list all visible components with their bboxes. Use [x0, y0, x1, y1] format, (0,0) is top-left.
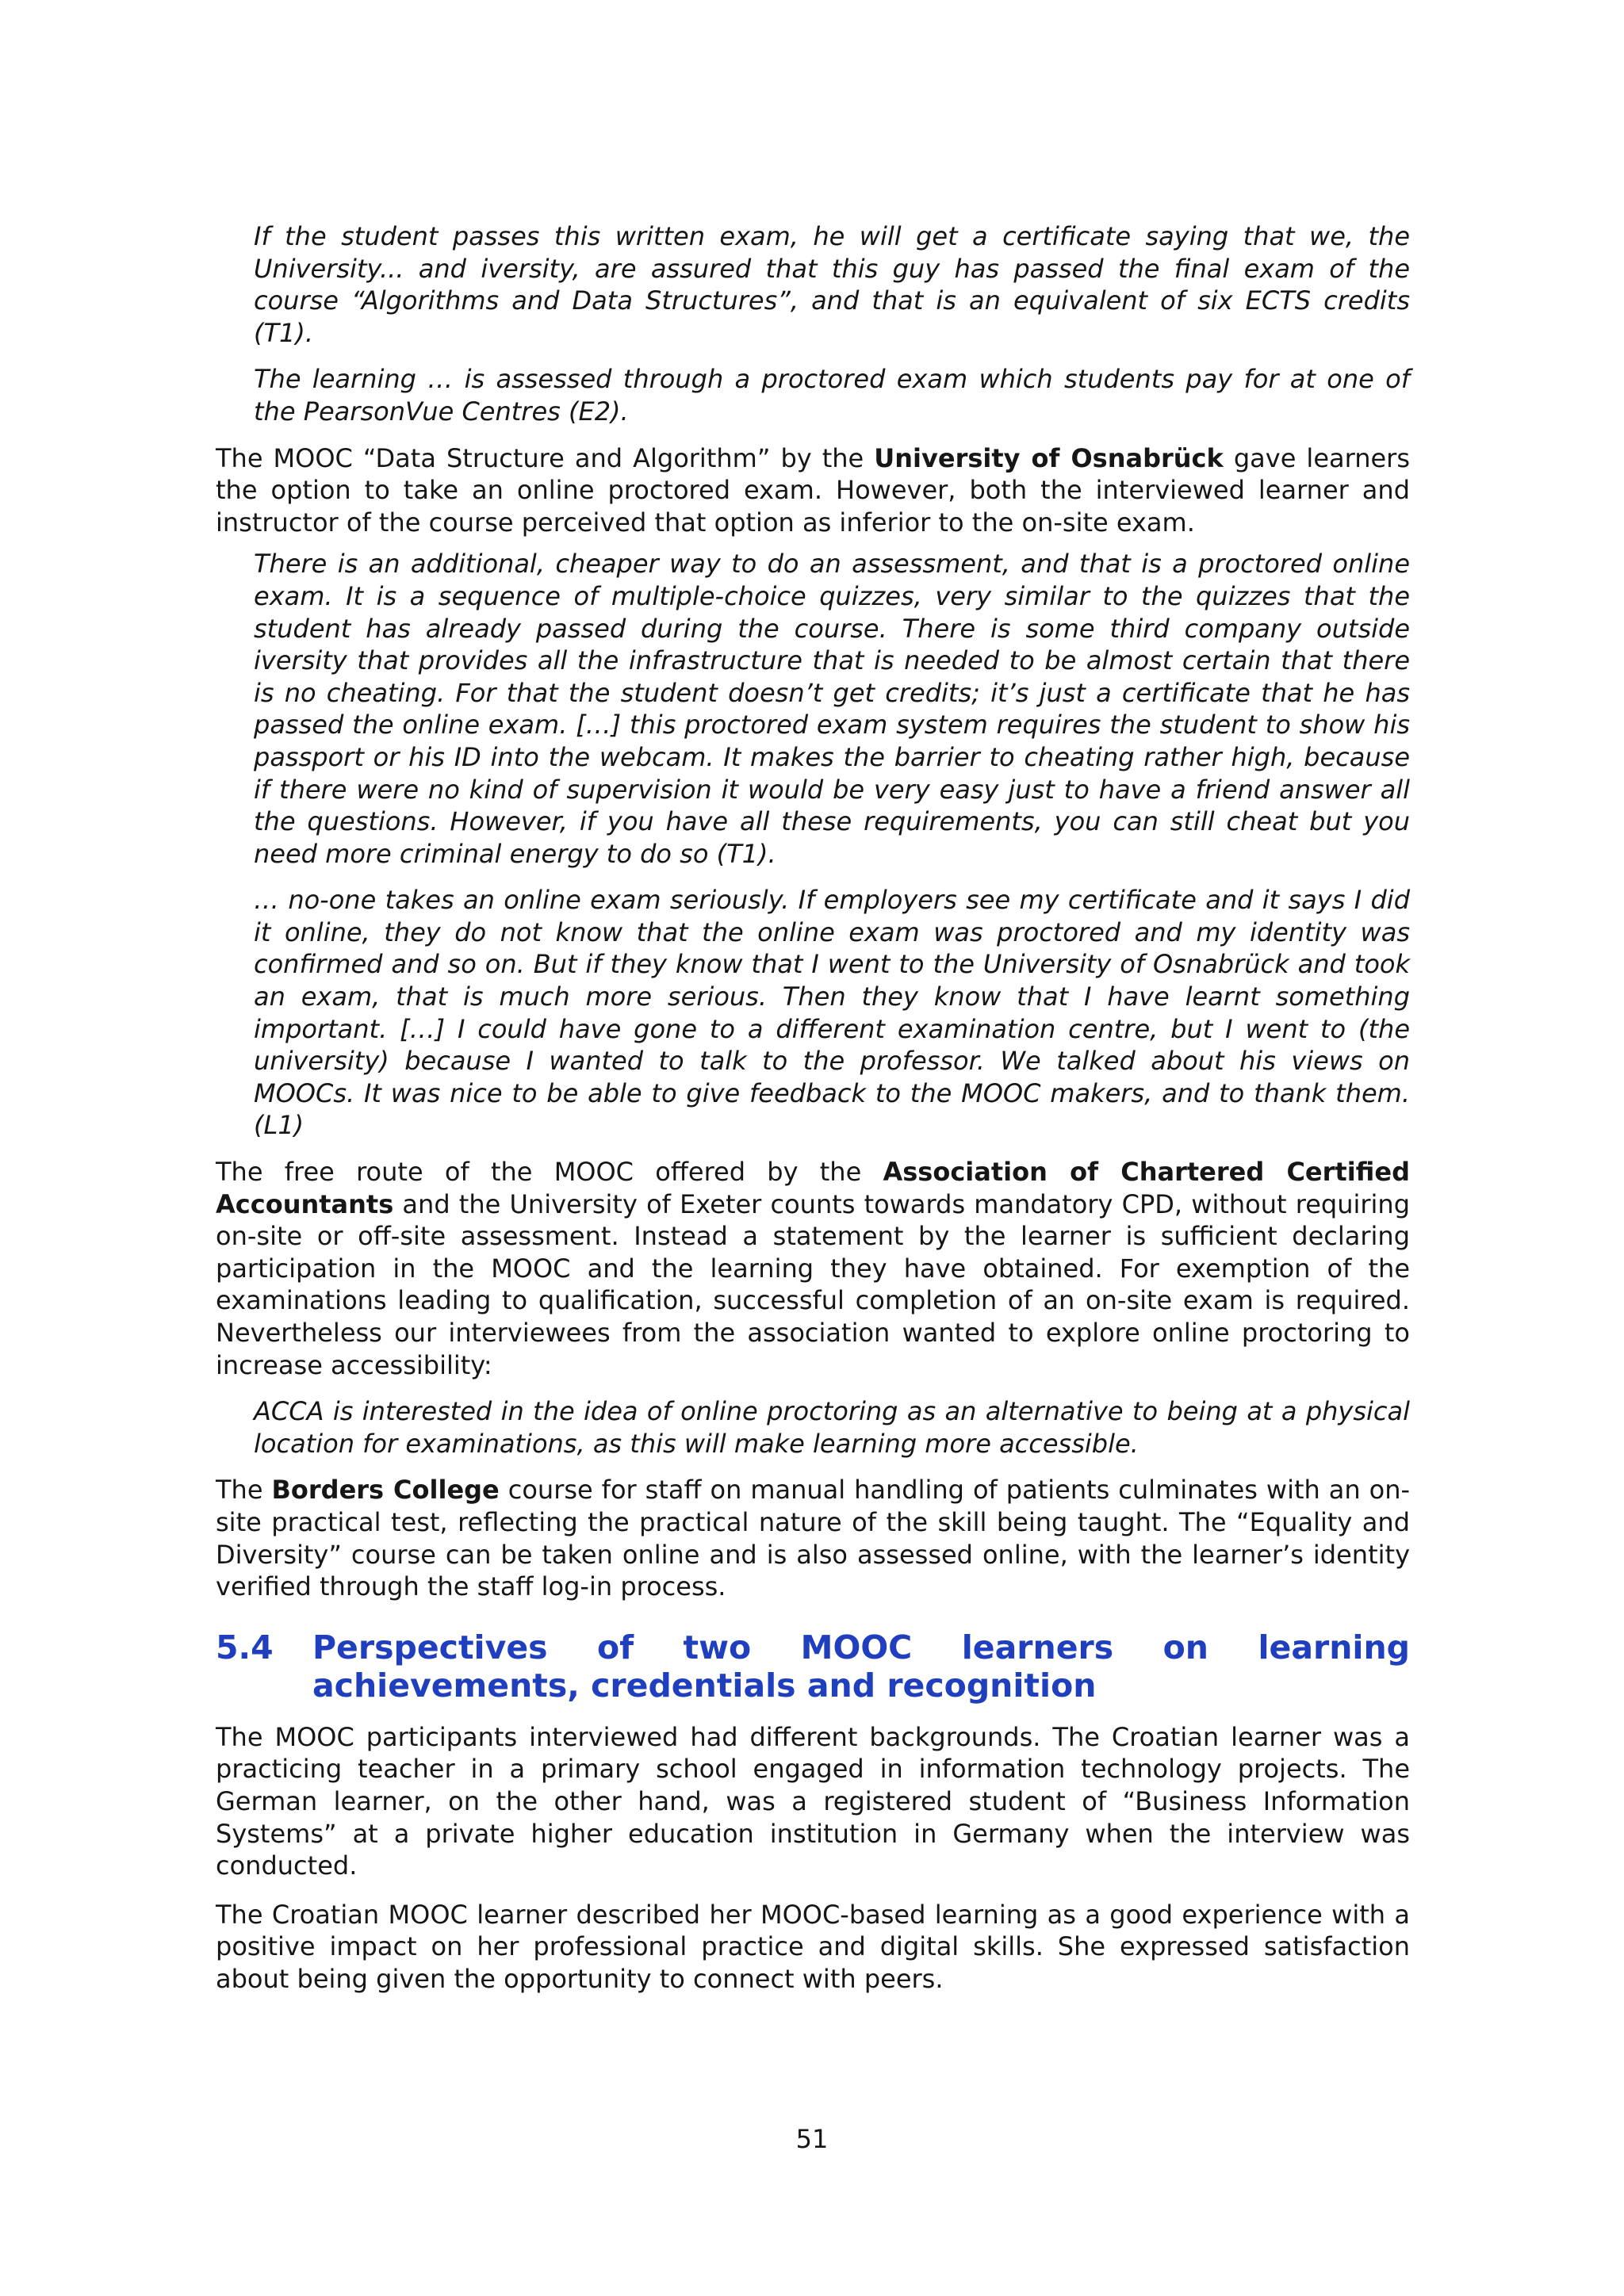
paragraph-osnabrueck-bold: University of Osnabrück — [874, 442, 1224, 473]
section-heading — [216, 1628, 1410, 1705]
page-body — [216, 220, 1410, 1996]
paragraph-borders-post: course for staff on manual handling of patients culminates with an on-site practical test, reflecting the practical nature of the skill being taught. The “Equality and Diversity” course can be taken online and is also assessed online, with the learner’s identity verified through the staff log-in process. — [216, 1475, 1411, 1602]
paragraph-acca-bold: Association of Chartered Certified Accountants — [216, 1157, 1410, 1219]
paragraph-acca — [216, 1156, 1410, 1381]
paragraph-borders — [216, 1474, 1410, 1602]
section-title: Perspectives of two MOOC learners on learning achievements, credentials and recognition — [312, 1628, 1410, 1705]
paragraph-osnabrueck-post: gave learners the option to take an online proctored exam. However, both the interviewed learner and instructor of the course perceived that option as inferior to the on-site exam. — [216, 442, 1410, 538]
paragraph-acca-post: and the University of Exeter counts towards mandatory CPD, without requiring on-site or off-site assessment. Instead a statement by the learner is sufficient declaring participation in the MOOC and the learning they have obtained. For exemption of the examinations leading to qualification, successful completion of an on-site exam is required. Nevertheless our interviewees from the association wanted to explore online proctoring to increase accessibility: — [216, 1188, 1410, 1380]
paragraph-borders-pre: The — [216, 1475, 272, 1506]
paragraph-participants: The MOOC participants interviewed had different backgrounds. The Croatian learner was a practicing teacher in a primary school engaged in information technology projects. The German learner, on the other hand, was a registered student of “Business Information Systems” at a private higher education institution in Germany when the interview was conducted. — [216, 1721, 1410, 1881]
paragraph-acca-pre: The free route of the MOOC offered by the — [216, 1157, 883, 1188]
quote-acca: ACCA is interested in the idea of online proctoring as an alternative to being at a physical location for examinations, as this will make learning more accessible. — [254, 1396, 1410, 1459]
paragraph-borders-bold: Borders College — [271, 1475, 500, 1506]
quote-e2-pearsonvue: The learning … is assessed through a proctored exam which students pay for at one of the PearsonVue Centres (E2). — [254, 364, 1410, 427]
paragraph-osnabrueck-pre: The MOOC “Data Structure and Algorithm” by the — [216, 442, 875, 473]
paragraph-osnabrueck — [216, 442, 1410, 539]
page-number: 51 — [795, 2124, 829, 2154]
section-number: 5.4 — [216, 1628, 274, 1667]
quote-t1-certificate: If the student passes this written exam, he will get a certificate saying that we, the University... and iversity, are assured that this guy has passed the final exam of the course “Algorithms and Data Structures”, and that is an equivalent of six ECTS credits (T1). — [254, 221, 1410, 348]
quote-t1-proctored: There is an additional, cheaper way to do an assessment, and that is a proctored online exam. It is a sequence of multiple-choice quizzes, very similar to the quizzes that the student has already passed during the course. There is some third company outside iversity that provides all the infrastructure that is needed to be almost certain that there is no cheating. For that the student doesn’t get credits; it’s just a certificate that he has passed the online exam. […] this proctored exam system requires the student to show his passport or his ID into the webcam. It makes the barrier to cheating rather high, because if there were no kind of supervision it would be very easy just to have a friend answer all the questions. However, if you have all these requirements, you can still cheat but you need more criminal energy to do so (T1). — [254, 549, 1410, 869]
paragraph-croatian: The Croatian MOOC learner described her MOOC-based learning as a good experience with a positive impact on her professional practice and digital skills. She expressed satisfaction about being given the opportunity to connect with peers. — [216, 1899, 1410, 1994]
quote-l1-learner: … no-one takes an online exam seriously. If employers see my certificate and it says I did it online, they do not know that the online exam was proctored and my identity was confirmed and so on. But if they know that I went to the University of Osnabrück and took an exam, that is much more serious. Then they know that I have learnt something important. […] I could have gone to a different examination centre, but I went to (the university) because I wanted to talk to the professor. We talked about his views on MOOCs. It was nice to be able to give feedback to the MOOC makers, and to thank them. (L1) — [254, 885, 1410, 1141]
